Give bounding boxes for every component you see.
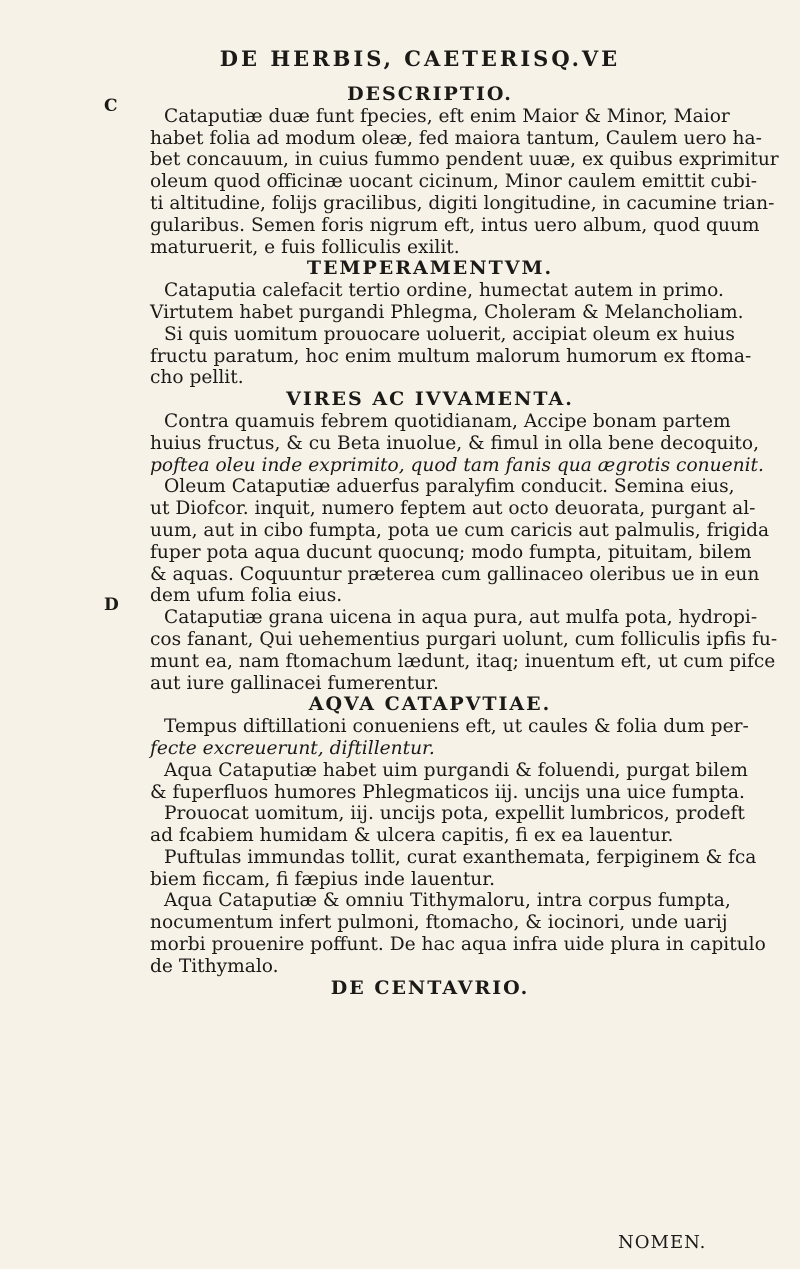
text-line: Cataputia calefacit tertio ordine, humectat autem in primo.: [164, 280, 724, 302]
text-line: habet folia ad modum oleæ, fed maiora tantum, Caulem uero ha-: [150, 127, 762, 149]
text-line: nocumentum infert pulmoni, ftomacho, & iocinori, unde uarij: [150, 912, 728, 934]
text-line: cho pellit.: [150, 367, 244, 389]
text-line: dem ufum folia eius.: [150, 585, 343, 607]
catchword: NOMEN.: [618, 1232, 707, 1253]
section-heading: DE CENTAVRIO.: [330, 976, 530, 999]
margin-letter-d: D: [104, 595, 119, 615]
text-line: Aqua Cataputiæ & omniu Tithymaloru, intra corpus fumpta,: [164, 890, 731, 912]
text-line: gularibus. Semen foris nigrum eft, intus uero album, quod quum: [150, 214, 760, 236]
text-line: poftea oleu inde exprimito, quod tam fanis qua ægrotis conuenit.: [150, 454, 764, 476]
text-line: uum, aut in cibo fumpta, pota ue cum caricis aut palmulis, frigida: [150, 519, 770, 541]
text-line: Puftulas immundas tollit, curat exanthemata, ferpiginem & fca: [164, 846, 757, 868]
text-line: aut iure gallinacei fumerentur.: [150, 672, 439, 694]
text-line: Aqua Cataputiæ habet uim purgandi & foluendi, purgat bilem: [164, 759, 748, 781]
text-line: Si quis uomitum prouocare uoluerit, accipiat oleum ex huius: [164, 323, 735, 345]
text-line: Prouocat uomitum, iij. uncijs pota, expellit lumbricos, prodeft: [164, 803, 745, 825]
running-head: DE HERBIS, CAETERISQ.VE: [219, 46, 621, 71]
body-text: [150, 83, 779, 999]
section-heading: TEMPERAMENTVM.: [306, 257, 554, 280]
text-line: huius fructus, & cu Beta inuolue, & fimul in olla bene decoquito,: [150, 432, 759, 454]
text-line: & fuperfluos humores Phlegmaticos iij. uncijs una uice fumpta.: [150, 781, 745, 803]
text-line: fructu paratum, hoc enim multum malorum humorum ex ftoma-: [150, 345, 752, 367]
text-line: ad fcabiem humidam & ulcera capitis, fi ex ea lauentur.: [150, 825, 674, 847]
text-line: munt ea, nam ftomachum lædunt, itaq; inuentum eft, ut cum pifce: [150, 650, 776, 672]
text-line: de Tithymalo.: [150, 955, 279, 977]
text-line: Oleum Cataputiæ aduerfus paralyfim conducit. Semina eius,: [164, 476, 735, 498]
text-line: Cataputiæ grana uicena in aqua pura, aut mulfa pota, hydropi-: [164, 607, 758, 629]
text-line: biem ficcam, fi fæpius inde lauentur.: [150, 868, 496, 890]
text-line: oleum quod officinæ uocant cicinum, Minor caulem emittit cubi-: [150, 171, 758, 193]
section-heading: AQVA CATAPVTIAE.: [308, 693, 552, 716]
text-line: Virtutem habet purgandi Phlegma, Choleram & Melancholiam.: [150, 301, 744, 323]
text-line: ti altitudine, folijs gracilibus, digiti longitudine, in cacumine trian-: [150, 192, 775, 214]
margin-letter-c: C: [104, 96, 118, 116]
text-line: cos fanant, Qui uehementius purgari uolunt, cum folliculis ipfis fu-: [150, 628, 778, 650]
text-line: Tempus diftillationi conueniens eft, ut caules & folia dum per-: [164, 716, 749, 738]
text-line: ut Diofcor. inquit, numero feptem aut octo deuorata, purgant al-: [150, 498, 756, 520]
section-heading: DESCRIPTIO.: [347, 83, 513, 105]
text-line: maturuerit, e fuis folliculis exilit.: [150, 236, 460, 258]
text-line: fecte excreuerunt, diftillentur.: [150, 737, 435, 759]
text-line: & aquas. Coquuntur præterea cum gallinaceo oleribus ue in eun: [150, 563, 760, 585]
text-line: Contra quamuis febrem quotidianam, Accipe bonam partem: [164, 410, 731, 432]
text-line: fuper pota aqua ducunt quocunq; modo fumpta, pituitam, bilem: [150, 541, 752, 563]
section-heading: VIRES AC IVVAMENTA.: [286, 388, 574, 411]
text-line: Cataputiæ duæ funt fpecies, eft enim Maior & Minor, Maior: [164, 105, 730, 127]
text-line: bet concauum, in cuius fummo pendent uuæ, ex quibus exprimitur: [150, 149, 779, 171]
text-line: morbi prouenire poffunt. De hac aqua infra uide plura in capitulo: [150, 934, 766, 956]
